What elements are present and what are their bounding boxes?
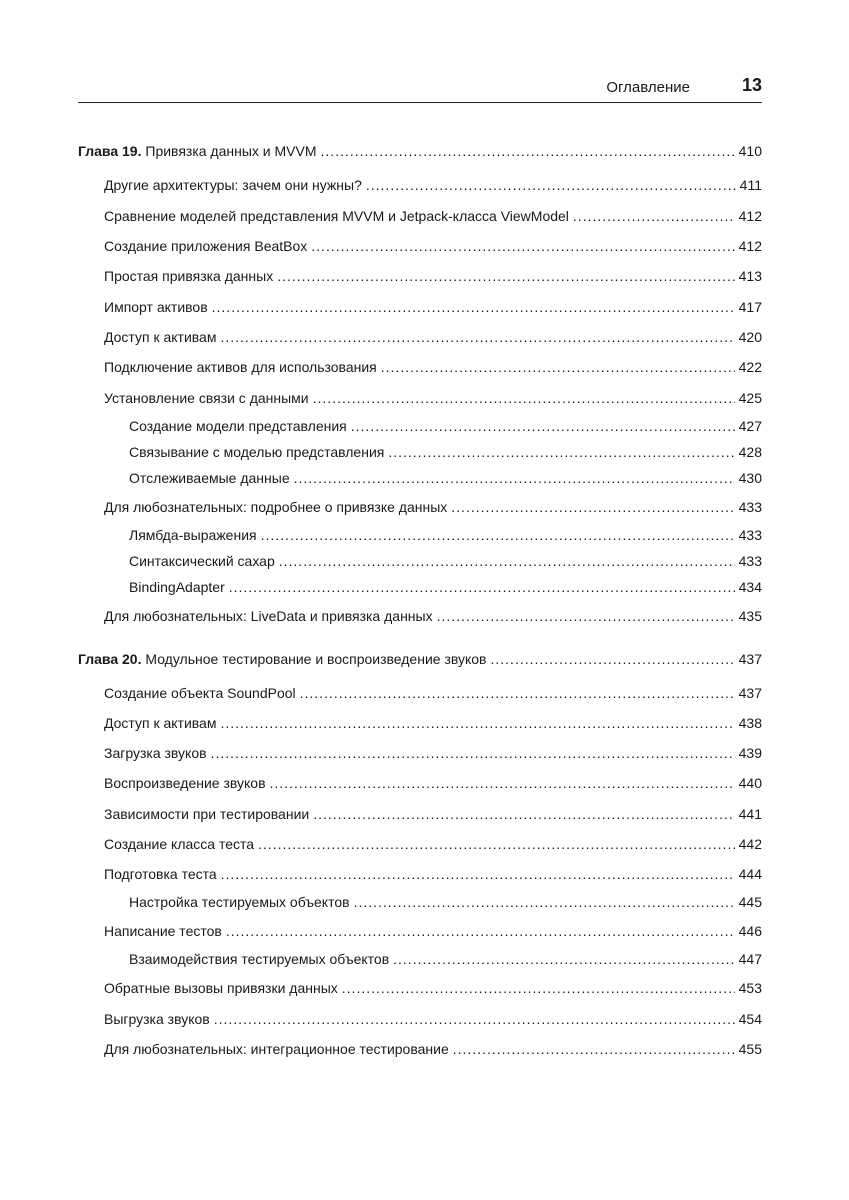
toc-entry xyxy=(129,526,762,544)
dot-leader xyxy=(226,922,735,940)
entry-title: Сравнение моделей представления MVVM и Jetpack-класса ViewModel xyxy=(104,208,569,224)
toc-entry xyxy=(104,267,762,285)
chapter-number: Глава 19. xyxy=(78,143,142,159)
entry-page-number: 455 xyxy=(738,1041,762,1057)
toc-entry xyxy=(129,552,762,570)
dot-leader xyxy=(491,650,735,668)
toc-entry xyxy=(104,805,762,823)
dot-leader xyxy=(342,979,735,997)
entry-page-number: 412 xyxy=(738,238,762,254)
entry-title: Лямбда-выражения xyxy=(129,527,257,543)
entry-page-number: 440 xyxy=(738,775,762,791)
entry-page-number: 437 xyxy=(738,651,762,667)
entry-title: Загрузка звуков xyxy=(104,745,207,761)
entry-title: Написание тестов xyxy=(104,923,222,939)
entry-page-number: 433 xyxy=(738,499,762,515)
dot-leader xyxy=(212,298,735,316)
entry-title: BindingAdapter xyxy=(129,579,225,595)
dot-leader xyxy=(220,328,734,346)
toc-entry xyxy=(104,237,762,255)
entry-title: Для любознательных: LiveData и привязка данных xyxy=(104,608,433,624)
entry-title xyxy=(78,142,317,160)
entry-page-number: 444 xyxy=(738,866,762,882)
toc-entry xyxy=(129,578,762,596)
entry-title: Для любознательных: интеграционное тестирование xyxy=(104,1041,449,1057)
dot-leader xyxy=(258,835,735,853)
entry-page-number: 439 xyxy=(738,745,762,761)
toc-entry xyxy=(104,389,762,407)
entry-page-number: 434 xyxy=(738,579,762,595)
toc-entry xyxy=(129,893,762,911)
dot-leader xyxy=(354,893,735,911)
dot-leader xyxy=(453,1040,735,1058)
entry-title: Синтаксический сахар xyxy=(129,553,275,569)
toc-entry xyxy=(104,607,762,625)
toc-entry xyxy=(104,922,762,940)
entry-title: Импорт активов xyxy=(104,299,208,315)
toc-entry xyxy=(104,774,762,792)
entry-title: Доступ к активам xyxy=(104,329,217,345)
chapter-number: Глава 20. xyxy=(78,651,142,667)
chapter-heading xyxy=(78,142,762,160)
entry-title: Простая привязка данных xyxy=(104,268,274,284)
header-title: Оглавление xyxy=(606,79,690,96)
dot-leader xyxy=(388,443,734,461)
dot-leader xyxy=(220,714,734,732)
dot-leader xyxy=(437,607,735,625)
toc-entry xyxy=(129,469,762,487)
entry-page-number: 411 xyxy=(739,177,762,193)
toc-entry xyxy=(129,443,762,461)
entry-page-number: 433 xyxy=(738,553,762,569)
entry-title: Доступ к активам xyxy=(104,715,217,731)
entry-page-number: 454 xyxy=(738,1011,762,1027)
entry-title: Отслеживаемые данные xyxy=(129,470,290,486)
chapter-title: Модульное тестирование и воспроизведение звуков xyxy=(145,651,487,667)
entry-page-number: 435 xyxy=(738,608,762,624)
entry-title xyxy=(78,650,487,668)
entry-title: Создание модели представления xyxy=(129,418,347,434)
entry-page-number: 417 xyxy=(738,299,762,315)
toc-entry xyxy=(104,298,762,316)
entry-page-number: 437 xyxy=(738,685,762,701)
toc-entry xyxy=(104,498,762,516)
entry-page-number: 422 xyxy=(738,359,762,375)
entry-page-number: 420 xyxy=(738,329,762,345)
entry-title: Выгрузка звуков xyxy=(104,1011,210,1027)
dot-leader xyxy=(451,498,734,516)
toc-entry xyxy=(129,417,762,435)
dot-leader xyxy=(211,744,735,762)
dot-leader xyxy=(294,469,735,487)
toc-entry xyxy=(104,714,762,732)
dot-leader xyxy=(214,1010,735,1028)
dot-leader xyxy=(270,774,735,792)
chapter-heading xyxy=(78,650,762,668)
dot-leader xyxy=(313,389,735,407)
toc-entry xyxy=(104,684,762,702)
entry-title: Взаимодействия тестируемых объектов xyxy=(129,951,390,967)
entry-title: Создание объекта SoundPool xyxy=(104,685,296,701)
dot-leader xyxy=(393,950,735,968)
toc-entry xyxy=(104,176,762,194)
entry-page-number: 410 xyxy=(738,143,762,159)
dot-leader xyxy=(221,865,735,883)
dot-leader xyxy=(573,207,735,225)
entry-title: Зависимости при тестировании xyxy=(104,806,310,822)
entry-title: Воспроизведение звуков xyxy=(104,775,266,791)
entry-page-number: 412 xyxy=(738,208,762,224)
dot-leader xyxy=(229,578,735,596)
dot-leader xyxy=(381,358,735,376)
entry-page-number: 427 xyxy=(738,418,762,434)
entry-page-number: 442 xyxy=(738,836,762,852)
entry-title: Установление связи с данными xyxy=(104,390,309,406)
toc-entry xyxy=(104,835,762,853)
entry-page-number: 428 xyxy=(738,444,762,460)
toc-entry xyxy=(104,865,762,883)
entry-page-number: 445 xyxy=(738,894,762,910)
chapter-title: Привязка данных и MVVM xyxy=(145,143,317,159)
toc-entry xyxy=(104,328,762,346)
toc-entry xyxy=(104,207,762,225)
entry-title: Обратные вызовы привязки данных xyxy=(104,980,338,996)
dot-leader xyxy=(321,142,735,160)
toc-entry xyxy=(104,1040,762,1058)
entry-page-number: 447 xyxy=(738,951,762,967)
entry-page-number: 438 xyxy=(738,715,762,731)
entry-title: Настройка тестируемых объектов xyxy=(129,894,350,910)
entry-title: Создание класса теста xyxy=(104,836,255,852)
dot-leader xyxy=(351,417,735,435)
entry-page-number: 433 xyxy=(738,527,762,543)
entry-page-number: 413 xyxy=(738,268,762,284)
running-header xyxy=(78,74,762,103)
dot-leader xyxy=(313,805,734,823)
entry-page-number: 441 xyxy=(738,806,762,822)
dot-leader xyxy=(261,526,735,544)
entry-title: Другие архитектуры: зачем они нужны? xyxy=(104,177,362,193)
page-number: 13 xyxy=(741,75,762,95)
entry-title: Для любознательных: подробнее о привязке данных xyxy=(104,499,448,515)
entry-title: Связывание с моделью представления xyxy=(129,444,385,460)
entry-title: Подготовка теста xyxy=(104,866,217,882)
dot-leader xyxy=(311,237,734,255)
toc-entry xyxy=(104,1010,762,1028)
dot-leader xyxy=(279,552,735,570)
dot-leader xyxy=(300,684,735,702)
dot-leader xyxy=(277,267,734,285)
entry-page-number: 453 xyxy=(738,980,762,996)
toc-entry xyxy=(129,950,762,968)
toc-entry xyxy=(104,358,762,376)
toc-entry xyxy=(104,979,762,997)
entry-page-number: 446 xyxy=(738,923,762,939)
entry-title: Подключение активов для использования xyxy=(104,359,377,375)
toc-entry xyxy=(104,744,762,762)
entry-page-number: 430 xyxy=(738,470,762,486)
entry-page-number: 425 xyxy=(738,390,762,406)
entry-title: Создание приложения BeatBox xyxy=(104,238,308,254)
dot-leader xyxy=(366,176,736,194)
